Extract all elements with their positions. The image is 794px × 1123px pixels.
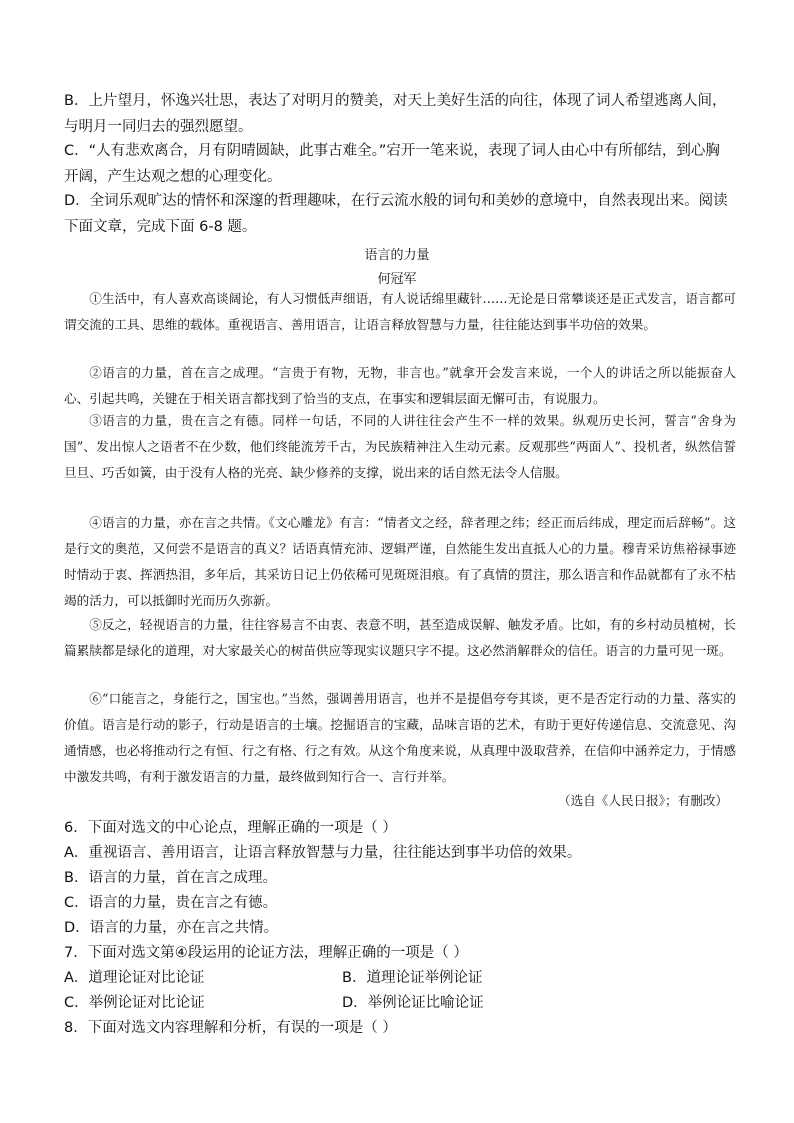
question-6-option-d: D．语言的力量，亦在言之共情。 [64,920,279,936]
question-7-option-d: D．举例论证比喻论证 [342,995,484,1011]
article-paragraph-2: ②语言的力量，首在言之成理。“言贵于有物，无物，非言也。”就拿开会发言来说，一个人的讲话之所以能振奋人心、引起共鸣，关键在于相关语言都找到了恰当的支点，在事实和逻辑层面无懈可击，有说服力。 [64,365,736,406]
question-6-option-a: A．重视语言、善用语言，让语言释放智慧与力量，往往能达到事半功倍的效果。 [64,845,582,861]
article-paragraph-6: ⑥“口能言之，身能行之，国宝也。”当然，强调善用语言，也并不是提倡夸夸其谈，更不是否定行动的力量、落实的价值。语言是行动的影子，行动是语言的土壤。挖掘语言的宝藏，品味言语的艺术，有助于更好传递信息、交流意见、沟通情感，也必将推动行之有恒、行之有格、行之有效。从这个角度来说，从真理中汲取营养，在信仰中涵养定力，于情感中激发共鸣，有利于激发语言的力量，最终做到知行合一、言行并举。 [64,691,736,784]
article-author: 何冠军 [377,272,417,287]
question-7-stem: 7．下面对选文第④段运用的论证方法，理解正确的一项是（ ） [64,945,468,961]
question-7-option-c: C．举例论证对比论证 [64,995,205,1011]
question-6-option-b: B．语言的力量，首在言之成理。 [64,870,277,886]
question-8-stem: 8．下面对选文内容理解和分析，有误的一项是（ ） [64,1020,397,1036]
question-7-option-a: A．道理论证对比论证 [64,970,205,986]
article-paragraph-5: ⑤反之，轻视语言的力量，往往容易言不由衷、表意不明，甚至造成误解、触发矛盾。比如，有的乡村动员植树，长篇累牍都是绿化的道理，对大家最关心的树苗供应等现实议题只字不提。这必然消解群众的信任。语言的力量可见一斑。 [64,617,736,658]
article-paragraph-3: ③语言的力量，贵在言之有德。同样一句话，不同的人讲往往会产生不一样的效果。纵观历史长河，誓言“舍身为国”、发出惊人之语者不在少数，他们终能流芳千古，为民族精神注入生动元素。反观那些“两面人”、投机者，纵然信誓旦旦、巧舌如簧，由于没有人格的光亮、缺少修养的支撑，说出来的话自然无法令人信服。 [64,413,736,480]
prev-option-d: D．全词乐观旷达的情怀和深邃的哲理趣味，在行云流水般的词句和美妙的意境中，自然表现出来。阅读下面文章，完成下面 6-8 题。 [64,193,728,235]
prev-option-b: B．上片望月，怀逸兴壮思，表达了对明月的赞美，对天上美好生活的向往，体现了词人希望逃离人间，与明月一同归去的强烈愿望。 [64,93,727,135]
article-paragraph-4: ④语言的力量，亦在言之共情。《文心雕龙》有言：“情者文之经，辞者理之纬；经正而后纬成，理定而后辞畅”。这是行文的奥范，又何尝不是语言的真义？话语真情充沛、逻辑严谨，自然能生发出直抵人心的力量。穆青采访焦裕禄事迹时情动于衷、挥洒热泪，多年后，其采访日记上仍依稀可见斑斑泪痕。有了真情的贯注，那么语言和作品就都有了永不枯竭的活力，可以抵御时光而历久弥新。 [64,515,736,608]
question-7-option-b: B．道理论证举例论证 [342,970,483,986]
question-6-option-c: C．语言的力量，贵在言之有德。 [64,895,278,911]
article-source: （选自《人民日报》；有删改） [557,793,728,808]
article-paragraph-1: ①生活中，有人喜欢高谈阔论，有人习惯低声细语，有人说话绵里藏针……无论是日常攀谈还是正式发言，语言都可谓交流的工具、思维的载体。重视语言、善用语言，让语言释放智慧与力量，往往能达到事半功倍的效果。 [64,291,736,332]
question-6-stem: 6．下面对选文的中心论点，理解正确的一项是（ ） [64,820,397,836]
prev-option-c: C．“人有悲欢离合，月有阴晴圆缺，此事古难全。”宕开一笔来说，表现了词人由心中有所郁结，到心胸开阔，产生达观之想的心理变化。 [64,143,720,185]
article-title: 语言的力量 [364,248,430,263]
